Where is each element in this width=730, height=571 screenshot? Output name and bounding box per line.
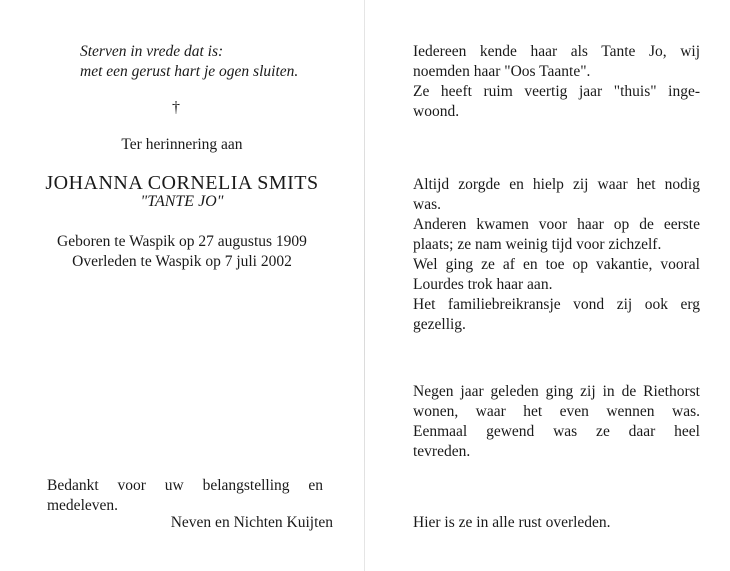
text-line: Lourdes trok haar aan.	[413, 276, 553, 293]
nickname: "TANTE JO"	[140, 193, 224, 210]
text-line: Negen jaar geleden ging zij in de Riethorst	[413, 383, 700, 400]
poem	[80, 42, 298, 82]
right-panel	[365, 0, 730, 571]
text-line: Altijd zorgde en hielp zij waar het nodig	[413, 176, 700, 193]
paragraph-2	[413, 175, 700, 335]
text-line: Anderen kwamen voor haar op de eerste	[413, 216, 700, 233]
signature: Neven en Nichten Kuijten	[170, 514, 333, 531]
paragraph-3	[413, 382, 700, 462]
text-line: Wel ging ze af en toe op vakantie, vooral	[413, 256, 700, 273]
thanks-text: Bedankt voor uw belangstelling en medeleven.	[47, 477, 323, 514]
birth-line: Geboren te Waspik op 27 augustus 1909	[57, 233, 307, 250]
text-line: plaats; ze nam weinig tijd voor zichzelf.	[413, 236, 662, 253]
text-line: Het familiebreikransje vond zij ook erg	[413, 296, 700, 313]
deceased-name: JOHANNA CORNELIA SMITS	[45, 172, 319, 194]
text-line: was.	[413, 196, 441, 213]
text-line: wonen, waar het even wennen was.	[413, 403, 700, 420]
paragraph-4	[413, 513, 700, 533]
text-line: woond.	[413, 103, 460, 120]
cross-icon: †	[172, 99, 180, 116]
text-line: noemden haar "Oos Taante".	[413, 63, 591, 80]
text-line: Iedereen kende haar als Tante Jo, wij	[413, 43, 700, 60]
text-line: gezellig.	[413, 316, 466, 333]
text-line: tevreden.	[413, 443, 471, 460]
left-panel	[0, 0, 364, 571]
poem-line: met een gerust hart je ogen sluiten.	[80, 63, 299, 80]
text-line: Hier is ze in alle rust overleden.	[413, 514, 611, 531]
life-dates	[40, 232, 324, 272]
text-line: Eenmaal gewend was ze daar heel	[413, 423, 700, 440]
death-line: Overleden te Waspik op 7 juli 2002	[72, 253, 292, 270]
poem-line: Sterven in vrede dat is:	[80, 43, 224, 60]
text-line: Ze heeft ruim veertig jaar "thuis" inge-	[413, 83, 700, 100]
paragraph-1	[413, 42, 700, 122]
intro-text: Ter herinnering aan	[121, 136, 243, 153]
